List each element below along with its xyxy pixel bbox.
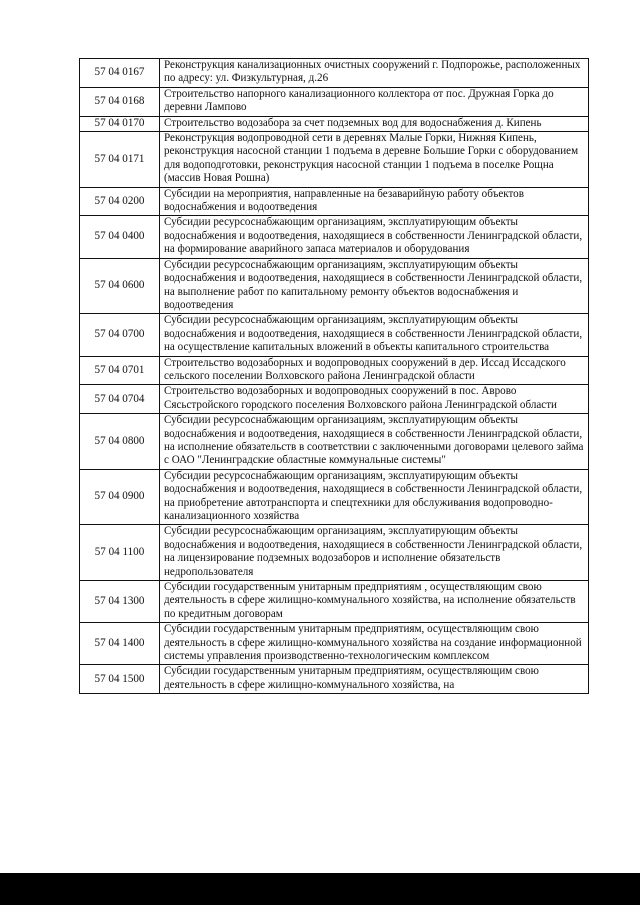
row-description: Строительство водозаборных и водопроводных сооружений в пос. Аврово Сясьстройского городского поселения Волховского района Ленинградской области — [160, 385, 589, 414]
row-code: 57 04 1100 — [80, 525, 160, 581]
row-code: 57 04 0900 — [80, 469, 160, 525]
row-description: Субсидии государственным унитарным предприятиям, осуществляющим свою деятельность в сфере жилищно-коммунального хозяйства, на — [160, 665, 589, 694]
table-row — [80, 385, 589, 414]
row-description: Субсидии ресурсоснабжающим организациям, эксплуатирующим объекты водоснабжения и водоотведения, находящиеся в собственности Ленинградской области, на лицензирование подземных водозаборов и исполнение обязательств недропользователя — [160, 525, 589, 581]
table-row — [80, 525, 589, 581]
table-row — [80, 187, 589, 216]
table-row — [80, 258, 589, 314]
row-code: 57 04 0800 — [80, 414, 160, 470]
row-code: 57 04 0700 — [80, 314, 160, 356]
row-code: 57 04 1400 — [80, 623, 160, 665]
table-row — [80, 87, 589, 116]
row-description: Субсидии ресурсоснабжающим организациям, эксплуатирующим объекты водоснабжения и водоотведения, находящиеся в собственности Ленинградской области, на приобретение автотранспорта и спецтехники для обслуживания водопроводно-канализационного хозяйства — [160, 469, 589, 525]
row-code: 57 04 1500 — [80, 665, 160, 694]
row-code: 57 04 0200 — [80, 187, 160, 216]
table-row — [80, 414, 589, 470]
row-code: 57 04 0171 — [80, 132, 160, 188]
row-description: Субсидии на мероприятия, направленные на безаварийную работу объектов водоснабжения и водоотведения — [160, 187, 589, 216]
row-code: 57 04 0167 — [80, 59, 160, 88]
row-code: 57 04 0701 — [80, 356, 160, 385]
table-row — [80, 132, 589, 188]
row-code: 57 04 0168 — [80, 87, 160, 116]
row-description: Строительство напорного канализационного коллектора от пос. Дружная Горка до деревни Лампово — [160, 87, 589, 116]
table-row — [80, 665, 589, 694]
row-description: Субсидии ресурсоснабжающим организациям, эксплуатирующим объекты водоснабжения и водоотведения, находящиеся в собственности Ленинградской области, на выполнение работ по капитальному ремонту объектов водоснабжения и водоотведения — [160, 258, 589, 314]
table-body — [80, 59, 589, 694]
table-row — [80, 216, 589, 258]
row-code: 57 04 1300 — [80, 581, 160, 623]
row-code: 57 04 0704 — [80, 385, 160, 414]
row-description: Субсидии ресурсоснабжающим организациям, эксплуатирующим объекты водоснабжения и водоотведения, находящиеся в собственности Ленинградской области, на осуществление капитальных вложений в объекты капитального строительства — [160, 314, 589, 356]
table-row — [80, 623, 589, 665]
table-row — [80, 314, 589, 356]
table-row — [80, 356, 589, 385]
row-description: Реконструкция канализационных очистных сооружений г. Подпорожье, расположенных по адресу: ул. Физкультурная, д.26 — [160, 59, 589, 88]
row-code: 57 04 0400 — [80, 216, 160, 258]
row-description: Строительство водозаборных и водопроводных сооружений в дер. Иссад Иссадского сельского поселении Волховского района Ленинградской области — [160, 356, 589, 385]
table-row — [80, 116, 589, 131]
scan-bottom-edge — [0, 873, 640, 905]
row-description: Субсидии государственным унитарным предприятиям , осуществляющим свою деятельность в сфере жилищно-коммунального хозяйства, на исполнение обязательств по кредитным договорам — [160, 581, 589, 623]
row-description: Субсидии ресурсоснабжающим организациям, эксплуатирующим объекты водоснабжения и водоотведения, находящиеся в собственности Ленинградской области, на формирование аварийного запаса материалов и оборудования — [160, 216, 589, 258]
row-description: Субсидии государственным унитарным предприятиям, осуществляющим свою деятельность в сфере жилищно-коммунального хозяйства на создание информационной системы управления производственно-технологическим комплексом — [160, 623, 589, 665]
row-code: 57 04 0600 — [80, 258, 160, 314]
table-row — [80, 469, 589, 525]
table-row — [80, 581, 589, 623]
budget-code-table — [79, 58, 589, 694]
row-code: 57 04 0170 — [80, 116, 160, 131]
table-row — [80, 59, 589, 88]
row-description: Строительство водозабора за счет подземных вод для водоснабжения д. Кипень — [160, 116, 589, 131]
row-description: Субсидии ресурсоснабжающим организациям, эксплуатирующим объекты водоснабжения и водоотведения, находящиеся в собственности Ленинградской области, на исполнение обязательств в соответствии с заключенными договорами целевого займа с ОАО "Ленинградские областные коммунальные системы" — [160, 414, 589, 470]
row-description: Реконструкция водопроводной сети в деревнях Малые Горки, Нижняя Кипень, реконструкция насосной станции 1 подъема в деревне Большие Горки с оборудованием для водоподготовки, реконструкция насосной станции 1 подъема в поселке Рощна (массив Новая Рошна) — [160, 132, 589, 188]
